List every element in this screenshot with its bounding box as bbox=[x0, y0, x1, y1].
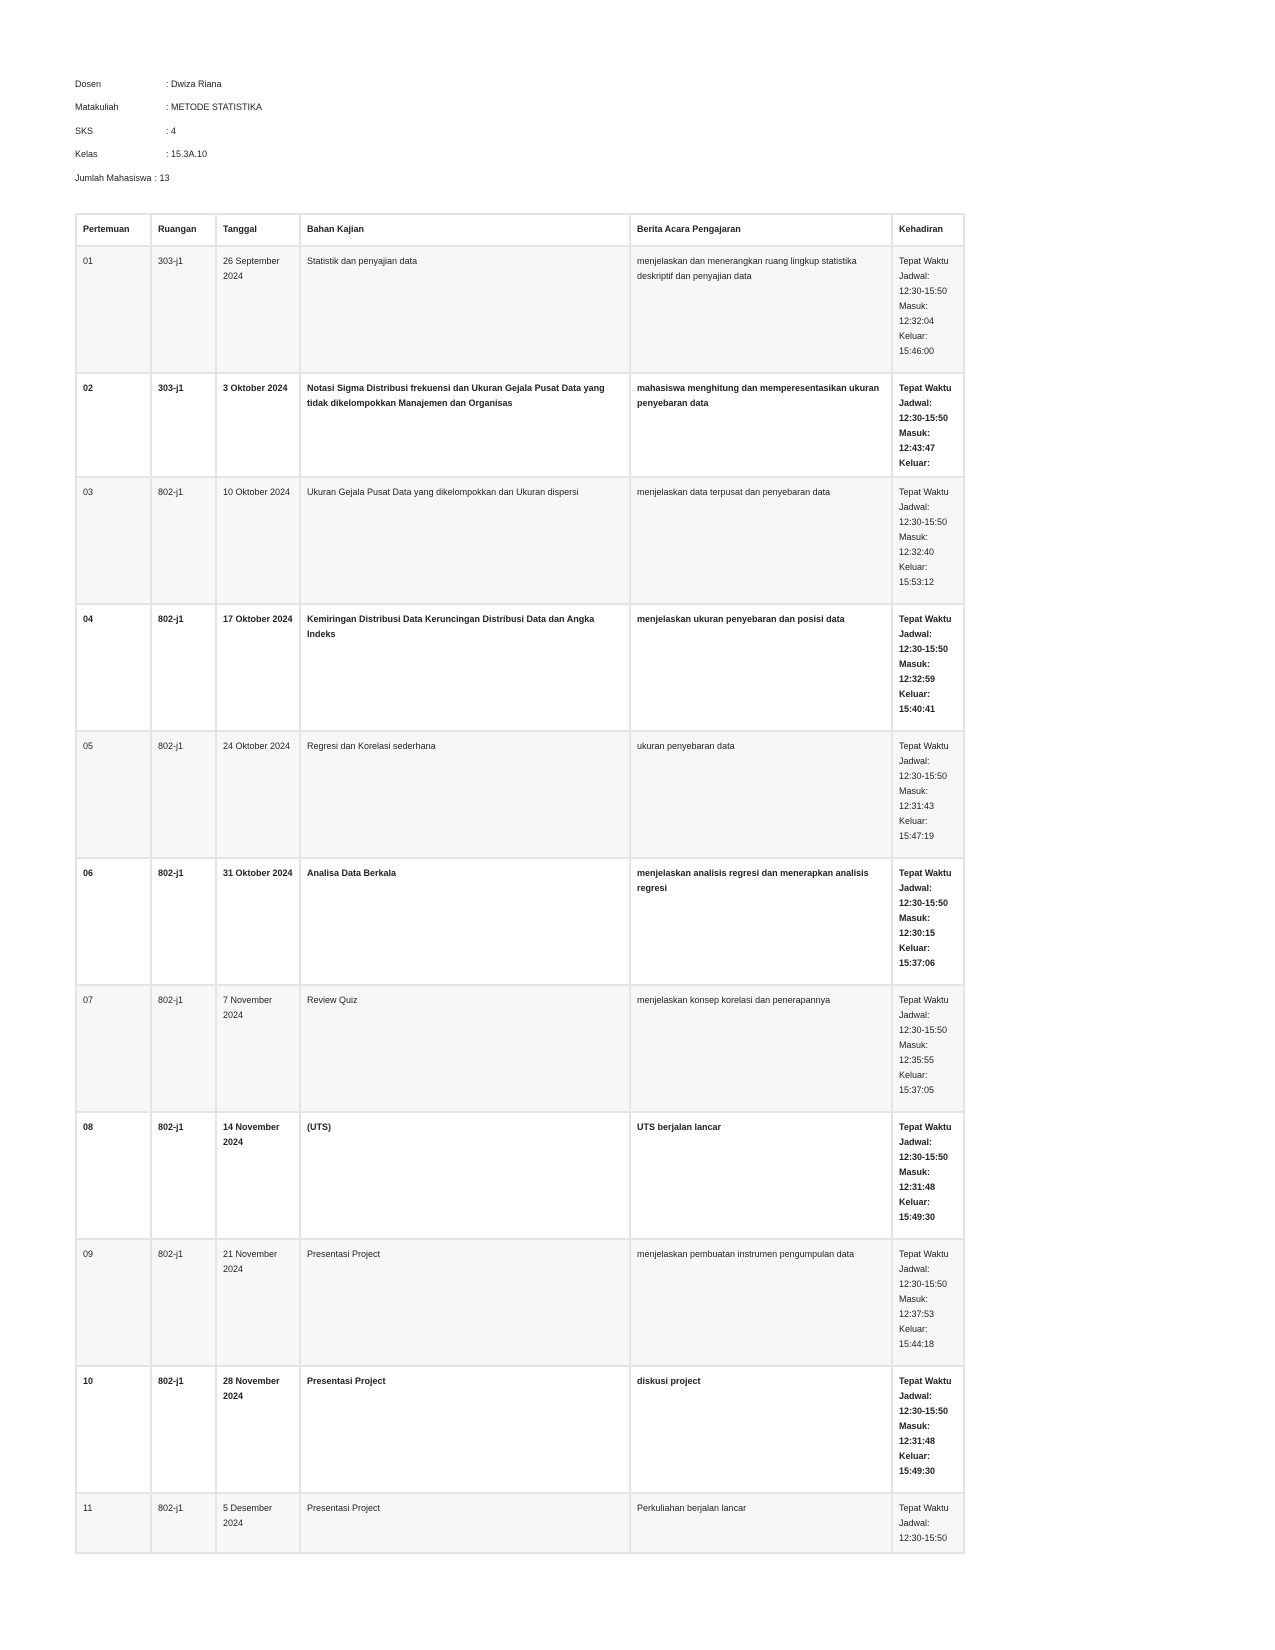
kehadiran-keluar: Keluar: bbox=[899, 943, 931, 953]
cell-bahan-kajian: Ukuran Gejala Pusat Data yang dikelompokkan dan Ukuran dispersi bbox=[300, 477, 630, 604]
kehadiran-masuk: Masuk: bbox=[899, 659, 931, 669]
kelas-label: Kelas bbox=[75, 149, 98, 160]
matakuliah-value: : METODE STATISTIKA bbox=[166, 102, 263, 113]
table-row bbox=[76, 246, 964, 373]
kehadiran-masuk-val: 12:31:48 bbox=[899, 1436, 936, 1446]
kehadiran-masuk-val: 12:43:47 bbox=[899, 443, 936, 453]
cell-ruangan: 802-j1 bbox=[151, 1366, 216, 1493]
kehadiran-status: Tepat Waktu bbox=[899, 256, 949, 266]
kehadiran-jadwal-val: 12:30-15:50 bbox=[899, 1152, 949, 1162]
kehadiran-masuk-val: 12:32:40 bbox=[899, 547, 935, 557]
kehadiran-masuk: Masuk: bbox=[899, 532, 929, 542]
course-info bbox=[75, 72, 262, 190]
kehadiran-masuk: Masuk: bbox=[899, 786, 929, 796]
table-row bbox=[76, 1493, 964, 1553]
table-row bbox=[76, 985, 964, 1112]
cell-bahan-kajian: Presentasi Project bbox=[300, 1239, 630, 1366]
table-row bbox=[76, 1239, 964, 1366]
cell-bahan-kajian: Presentasi Project bbox=[300, 1493, 630, 1553]
kehadiran-keluar-val: 15:44:18 bbox=[899, 1339, 935, 1349]
kehadiran-jadwal: Jadwal: bbox=[899, 1518, 930, 1528]
table-row bbox=[76, 1366, 964, 1493]
cell-kehadiran bbox=[892, 858, 964, 985]
kehadiran-status: Tepat Waktu bbox=[899, 741, 949, 751]
kehadiran-masuk-val: 12:32:04 bbox=[899, 316, 935, 326]
jumlah-mahasiswa-row bbox=[75, 166, 262, 190]
kehadiran-masuk-val: 12:35:55 bbox=[899, 1055, 935, 1065]
cell-berita-acara: menjelaskan analisis regresi dan menerapkan analisis regresi bbox=[630, 858, 892, 985]
cell-pertemuan: 01 bbox=[76, 246, 151, 373]
kelas-value: : 15.3A.10 bbox=[166, 149, 208, 160]
cell-pertemuan: 04 bbox=[76, 604, 151, 731]
cell-kehadiran bbox=[892, 1112, 964, 1239]
kehadiran-keluar-val: 15:37:05 bbox=[899, 1085, 935, 1095]
kehadiran-keluar-val: 15:37:06 bbox=[899, 958, 936, 968]
kehadiran-masuk: Masuk: bbox=[899, 301, 929, 311]
kehadiran-jadwal: Jadwal: bbox=[899, 271, 930, 281]
table-header-row bbox=[76, 214, 964, 246]
jumlah-mahasiswa-value: : 13 bbox=[154, 172, 170, 183]
kehadiran-masuk-val: 12:37:53 bbox=[899, 1309, 935, 1319]
kehadiran-status: Tepat Waktu bbox=[899, 1249, 949, 1259]
cell-pertemuan: 05 bbox=[76, 731, 151, 858]
dosen-value: : Dwiza Riana bbox=[166, 78, 222, 89]
kehadiran-masuk: Masuk: bbox=[899, 913, 931, 923]
kehadiran-masuk: Masuk: bbox=[899, 1421, 931, 1431]
kehadiran-keluar: Keluar: bbox=[899, 458, 931, 468]
kehadiran-masuk-val: 12:31:43 bbox=[899, 801, 935, 811]
kehadiran-jadwal: Jadwal: bbox=[899, 1010, 930, 1020]
kehadiran-keluar-val: 15:49:30 bbox=[899, 1466, 936, 1476]
cell-kehadiran bbox=[892, 373, 964, 477]
kehadiran-keluar-val: 15:47:19 bbox=[899, 831, 935, 841]
cell-pertemuan: 10 bbox=[76, 1366, 151, 1493]
kehadiran-keluar: Keluar: bbox=[899, 1451, 931, 1461]
kehadiran-keluar: Keluar: bbox=[899, 1324, 928, 1334]
kehadiran-status: Tepat Waktu bbox=[899, 1376, 952, 1386]
sks-row bbox=[75, 119, 262, 143]
cell-ruangan: 802-j1 bbox=[151, 477, 216, 604]
cell-ruangan: 802-j1 bbox=[151, 985, 216, 1112]
kehadiran-masuk-val: 12:32:59 bbox=[899, 674, 936, 684]
cell-tanggal: 31 Oktober 2024 bbox=[216, 858, 300, 985]
cell-bahan-kajian: Presentasi Project bbox=[300, 1366, 630, 1493]
cell-berita-acara: diskusi project bbox=[630, 1366, 892, 1493]
column-header-kehadiran: Kehadiran bbox=[892, 214, 964, 246]
cell-ruangan: 802-j1 bbox=[151, 1112, 216, 1239]
table-row bbox=[76, 477, 964, 604]
cell-bahan-kajian: Regresi dan Korelasi sederhana bbox=[300, 731, 630, 858]
jumlah-mahasiswa-label: Jumlah Mahasiswa bbox=[75, 172, 152, 183]
kehadiran-jadwal: Jadwal: bbox=[899, 883, 933, 893]
cell-berita-acara: menjelaskan konsep korelasi dan penerapannya bbox=[630, 985, 892, 1112]
cell-bahan-kajian: Statistik dan penyajian data bbox=[300, 246, 630, 373]
cell-bahan-kajian: Kemiringan Distribusi Data Keruncingan Distribusi Data dan Angka Indeks bbox=[300, 604, 630, 731]
column-header-pertemuan: Pertemuan bbox=[76, 214, 151, 246]
dosen-label: Dosen bbox=[75, 78, 102, 89]
cell-tanggal: 7 November 2024 bbox=[216, 985, 300, 1112]
kehadiran-jadwal: Jadwal: bbox=[899, 1391, 933, 1401]
kehadiran-keluar: Keluar: bbox=[899, 1197, 931, 1207]
cell-kehadiran bbox=[892, 985, 964, 1112]
cell-ruangan: 303-j1 bbox=[151, 246, 216, 373]
cell-berita-acara: Perkuliahan berjalan lancar bbox=[630, 1493, 892, 1553]
kehadiran-jadwal: Jadwal: bbox=[899, 629, 933, 639]
kehadiran-jadwal-val: 12:30-15:50 bbox=[899, 771, 948, 781]
kehadiran-jadwal-val: 12:30-15:50 bbox=[899, 286, 948, 296]
kehadiran-masuk-val: 12:31:48 bbox=[899, 1182, 936, 1192]
kehadiran-jadwal-val: 12:30-15:50 bbox=[899, 1533, 948, 1543]
cell-tanggal: 17 Oktober 2024 bbox=[216, 604, 300, 731]
cell-ruangan: 802-j1 bbox=[151, 1493, 216, 1553]
cell-bahan-kajian: (UTS) bbox=[300, 1112, 630, 1239]
kehadiran-keluar: Keluar: bbox=[899, 1070, 928, 1080]
kehadiran-status: Tepat Waktu bbox=[899, 383, 952, 393]
cell-bahan-kajian: Analisa Data Berkala bbox=[300, 858, 630, 985]
table-row bbox=[76, 1112, 964, 1239]
kehadiran-jadwal-val: 12:30-15:50 bbox=[899, 517, 948, 527]
cell-ruangan: 802-j1 bbox=[151, 731, 216, 858]
cell-pertemuan: 03 bbox=[76, 477, 151, 604]
cell-tanggal: 28 November 2024 bbox=[216, 1366, 300, 1493]
kehadiran-masuk: Masuk: bbox=[899, 1294, 929, 1304]
kehadiran-keluar-val: 15:40:41 bbox=[899, 704, 936, 714]
kehadiran-keluar-val: 15:49:30 bbox=[899, 1212, 936, 1222]
kehadiran-jadwal-val: 12:30-15:50 bbox=[899, 644, 949, 654]
kehadiran-status: Tepat Waktu bbox=[899, 487, 949, 497]
kehadiran-status: Tepat Waktu bbox=[899, 1122, 952, 1132]
cell-ruangan: 303-j1 bbox=[151, 373, 216, 477]
kehadiran-jadwal-val: 12:30-15:50 bbox=[899, 1406, 949, 1416]
cell-berita-acara: ukuran penyebaran data bbox=[630, 731, 892, 858]
table-row bbox=[76, 731, 964, 858]
cell-tanggal: 24 Oktober 2024 bbox=[216, 731, 300, 858]
kehadiran-jadwal-val: 12:30-15:50 bbox=[899, 1025, 948, 1035]
kehadiran-jadwal-val: 12:30-15:50 bbox=[899, 1279, 948, 1289]
kehadiran-jadwal-val: 12:30-15:50 bbox=[899, 413, 949, 423]
sks-value: : 4 bbox=[166, 125, 177, 136]
kehadiran-masuk: Masuk: bbox=[899, 1167, 931, 1177]
kehadiran-jadwal: Jadwal: bbox=[899, 398, 933, 408]
cell-kehadiran bbox=[892, 246, 964, 373]
column-header-bahan-kajian: Bahan Kajian bbox=[300, 214, 630, 246]
kehadiran-status: Tepat Waktu bbox=[899, 868, 952, 878]
kehadiran-jadwal-val: 12:30-15:50 bbox=[899, 898, 949, 908]
cell-bahan-kajian: Review Quiz bbox=[300, 985, 630, 1112]
cell-pertemuan: 02 bbox=[76, 373, 151, 477]
cell-berita-acara: menjelaskan pembuatan instrumen pengumpulan data bbox=[630, 1239, 892, 1366]
cell-ruangan: 802-j1 bbox=[151, 858, 216, 985]
cell-kehadiran bbox=[892, 731, 964, 858]
table-row bbox=[76, 858, 964, 985]
cell-berita-acara: menjelaskan dan menerangkan ruang lingkup statistika deskriptif dan penyajian data bbox=[630, 246, 892, 373]
kehadiran-status: Tepat Waktu bbox=[899, 614, 952, 624]
kehadiran-keluar: Keluar: bbox=[899, 562, 928, 572]
meeting-table bbox=[75, 213, 965, 1554]
column-header-ruangan: Ruangan bbox=[151, 214, 216, 246]
column-header-berita-acara: Berita Acara Pengajaran bbox=[630, 214, 892, 246]
kehadiran-jadwal: Jadwal: bbox=[899, 502, 930, 512]
table-row bbox=[76, 604, 964, 731]
cell-ruangan: 802-j1 bbox=[151, 604, 216, 731]
cell-tanggal: 26 September 2024 bbox=[216, 246, 300, 373]
kehadiran-keluar: Keluar: bbox=[899, 331, 928, 341]
kehadiran-masuk: Masuk: bbox=[899, 428, 931, 438]
cell-berita-acara: menjelaskan ukuran penyebaran dan posisi data bbox=[630, 604, 892, 731]
cell-tanggal: 21 November 2024 bbox=[216, 1239, 300, 1366]
dosen-row bbox=[75, 72, 262, 96]
kehadiran-masuk: Masuk: bbox=[899, 1040, 929, 1050]
cell-tanggal: 5 Desember 2024 bbox=[216, 1493, 300, 1553]
cell-kehadiran bbox=[892, 1366, 964, 1493]
kehadiran-jadwal: Jadwal: bbox=[899, 1264, 930, 1274]
cell-pertemuan: 06 bbox=[76, 858, 151, 985]
cell-berita-acara: menjelaskan data terpusat dan penyebaran data bbox=[630, 477, 892, 604]
kehadiran-keluar: Keluar: bbox=[899, 689, 931, 699]
kehadiran-jadwal: Jadwal: bbox=[899, 1137, 933, 1147]
cell-pertemuan: 11 bbox=[76, 1493, 151, 1553]
cell-berita-acara: mahasiswa menghitung dan memperesentasikan ukuran penyebaran data bbox=[630, 373, 892, 477]
cell-ruangan: 802-j1 bbox=[151, 1239, 216, 1366]
cell-kehadiran bbox=[892, 604, 964, 731]
cell-tanggal: 3 Oktober 2024 bbox=[216, 373, 300, 477]
cell-bahan-kajian: Notasi Sigma Distribusi frekuensi dan Ukuran Gejala Pusat Data yang tidak dikelompokkan Manajemen dan Organisas bbox=[300, 373, 630, 477]
cell-tanggal: 14 November 2024 bbox=[216, 1112, 300, 1239]
cell-pertemuan: 08 bbox=[76, 1112, 151, 1239]
matakuliah-label: Matakuliah bbox=[75, 102, 119, 113]
kehadiran-jadwal: Jadwal: bbox=[899, 756, 930, 766]
kehadiran-status: Tepat Waktu bbox=[899, 995, 949, 1005]
cell-pertemuan: 09 bbox=[76, 1239, 151, 1366]
cell-kehadiran bbox=[892, 477, 964, 604]
sks-label: SKS bbox=[75, 125, 94, 136]
column-header-tanggal: Tanggal bbox=[216, 214, 300, 246]
cell-pertemuan: 07 bbox=[76, 985, 151, 1112]
kehadiran-keluar: Keluar: bbox=[899, 816, 928, 826]
kehadiran-keluar-val: 15:53:12 bbox=[899, 577, 935, 587]
matakuliah-row bbox=[75, 96, 262, 120]
table-row bbox=[76, 373, 964, 477]
cell-kehadiran bbox=[892, 1493, 964, 1553]
kehadiran-status: Tepat Waktu bbox=[899, 1503, 949, 1513]
kehadiran-keluar-val: 15:46:00 bbox=[899, 346, 935, 356]
kelas-row bbox=[75, 143, 262, 167]
kehadiran-masuk-val: 12:30:15 bbox=[899, 928, 936, 938]
cell-tanggal: 10 Oktober 2024 bbox=[216, 477, 300, 604]
cell-kehadiran bbox=[892, 1239, 964, 1366]
cell-berita-acara: UTS berjalan lancar bbox=[630, 1112, 892, 1239]
